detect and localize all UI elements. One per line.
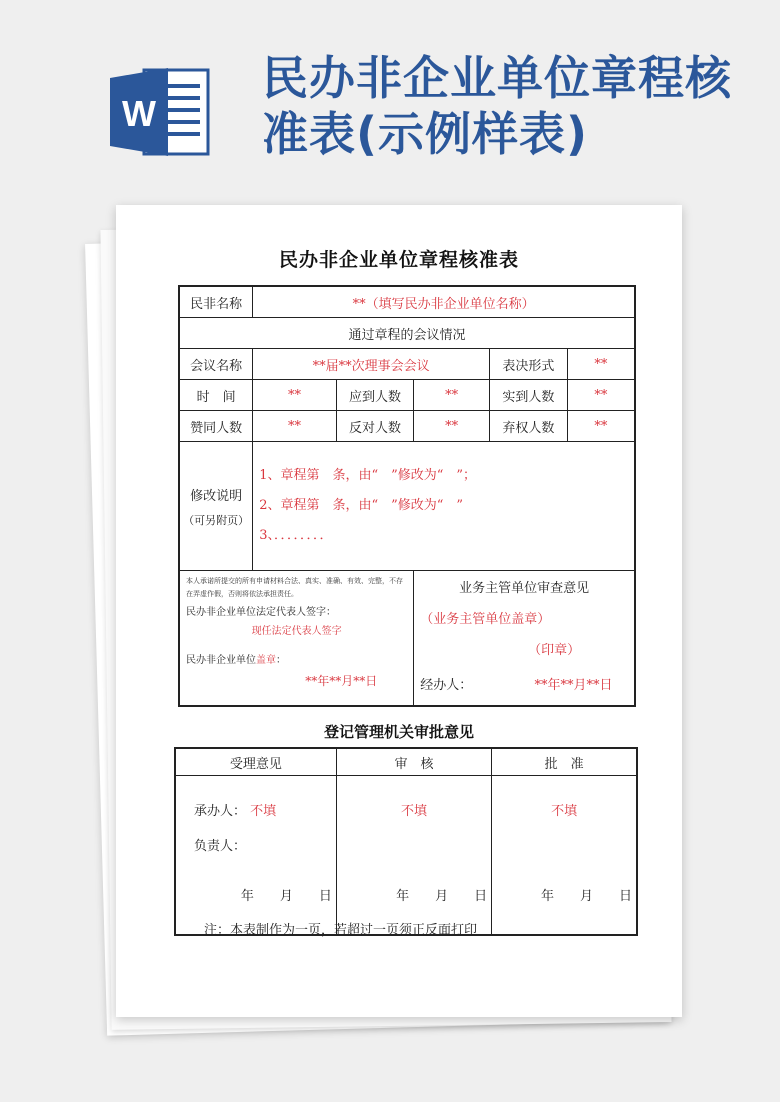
meeting-label: 会议名称	[179, 349, 253, 380]
agree-value[interactable]: **	[253, 411, 337, 442]
expected-label: 应到人数	[336, 380, 414, 411]
abstain-label: 弃权人数	[490, 411, 568, 442]
supervisor-title: 业务主管单位审查意见	[459, 581, 590, 596]
seal-suffix: ：	[276, 655, 286, 666]
review-fill: 不填	[400, 804, 427, 819]
approval-table	[174, 747, 638, 936]
row-name	[179, 286, 635, 318]
meeting-header: 通过章程的会议情况	[179, 318, 635, 349]
time-label: 时 间	[179, 380, 253, 411]
row-votes	[179, 411, 635, 442]
amend-label: 修改说明	[190, 488, 243, 504]
seal-word: 盖章	[256, 655, 276, 666]
oppose-value[interactable]: **	[414, 411, 490, 442]
amend-sublabel: （可另附页）	[183, 513, 250, 527]
pledge-date[interactable]: **年**月**日	[305, 674, 378, 688]
row-signatures	[179, 571, 635, 707]
row-meeting	[179, 349, 635, 380]
footnote: 注：本表制作为一页，若超过一页须正反面打印	[204, 923, 478, 938]
approval-section-title: 登记管理机关审批意见	[323, 723, 474, 741]
approval-body-row	[175, 776, 637, 936]
vote-label: 表决形式	[490, 349, 568, 380]
approve-date: 年 月 日	[540, 889, 632, 904]
approval-col-accept: 受理意见	[175, 748, 336, 776]
approval-header-row	[175, 748, 637, 776]
pledge-cell	[179, 571, 414, 707]
supervisor-cell	[414, 571, 635, 707]
agree-label: 赞同人数	[179, 411, 253, 442]
form-table	[178, 285, 636, 707]
supervisor-date[interactable]: **年**月**日	[534, 678, 613, 693]
expected-value[interactable]: **	[414, 380, 490, 411]
document-title: 民办非企业单位章程核准表	[278, 249, 519, 271]
abstain-value[interactable]: **	[567, 411, 635, 442]
amend-content[interactable]	[253, 442, 635, 571]
row-time	[179, 380, 635, 411]
accept-date: 年 月 日	[240, 889, 332, 904]
supervisor-footer	[420, 674, 628, 693]
banner-title: 民办非企业单位章程核准表(示例样表)	[262, 51, 732, 161]
word-logo-letter: W	[122, 93, 156, 134]
amend-line: 1、章程第 条，由“ ”修改为“ ”；	[259, 468, 477, 483]
approval-col-approve: 批 准	[492, 748, 637, 776]
row-meeting-header	[179, 318, 635, 349]
seal-prefix: 民办非企业单位	[186, 655, 256, 666]
time-value[interactable]: **	[253, 380, 337, 411]
meeting-value[interactable]: **届**次理事会会议	[253, 349, 490, 380]
oppose-label: 反对人数	[336, 411, 414, 442]
name-label: 民非名称	[179, 286, 253, 318]
handler-label: 承办人：	[194, 804, 247, 819]
amend-line: 2、章程第 条，由“ ”修改为“ ”	[259, 498, 464, 513]
document-page	[116, 205, 682, 1017]
actual-label: 实到人数	[490, 380, 568, 411]
handler-label: 经办人：	[420, 678, 473, 693]
approve-cell[interactable]	[492, 776, 637, 936]
name-value[interactable]: **（填写民办非企业单位名称）	[253, 286, 635, 318]
amend-label-cell	[179, 442, 253, 571]
rep-label: 民办非企业单位法定代表人签字：	[186, 607, 336, 618]
review-cell[interactable]	[336, 776, 491, 936]
approve-fill: 不填	[551, 804, 578, 819]
approval-col-review: 审 核	[336, 748, 491, 776]
seal-line	[186, 651, 407, 666]
pledge-text: 本人承诺所提交的所有申请材料合法、真实、准确、有效、完整，不存在弄虚作假，否则将依法承担责任。	[186, 577, 403, 598]
accept-cell[interactable]	[175, 776, 336, 936]
review-date: 年 月 日	[396, 889, 488, 904]
actual-value[interactable]: **	[567, 380, 635, 411]
row-amend	[179, 442, 635, 571]
supervisor-seal: （业务主管单位盖章）	[420, 612, 551, 627]
amend-line: 3、．．．．．．．．	[259, 528, 333, 543]
word-app-icon	[108, 64, 212, 160]
supervisor-stamp: （印章）	[528, 643, 581, 658]
rep-signature[interactable]: 现任法定代表人签字	[251, 626, 342, 637]
accept-fill: 不填	[250, 804, 277, 819]
responsible-label: 负责人：	[194, 839, 247, 854]
vote-value[interactable]: **	[567, 349, 635, 380]
